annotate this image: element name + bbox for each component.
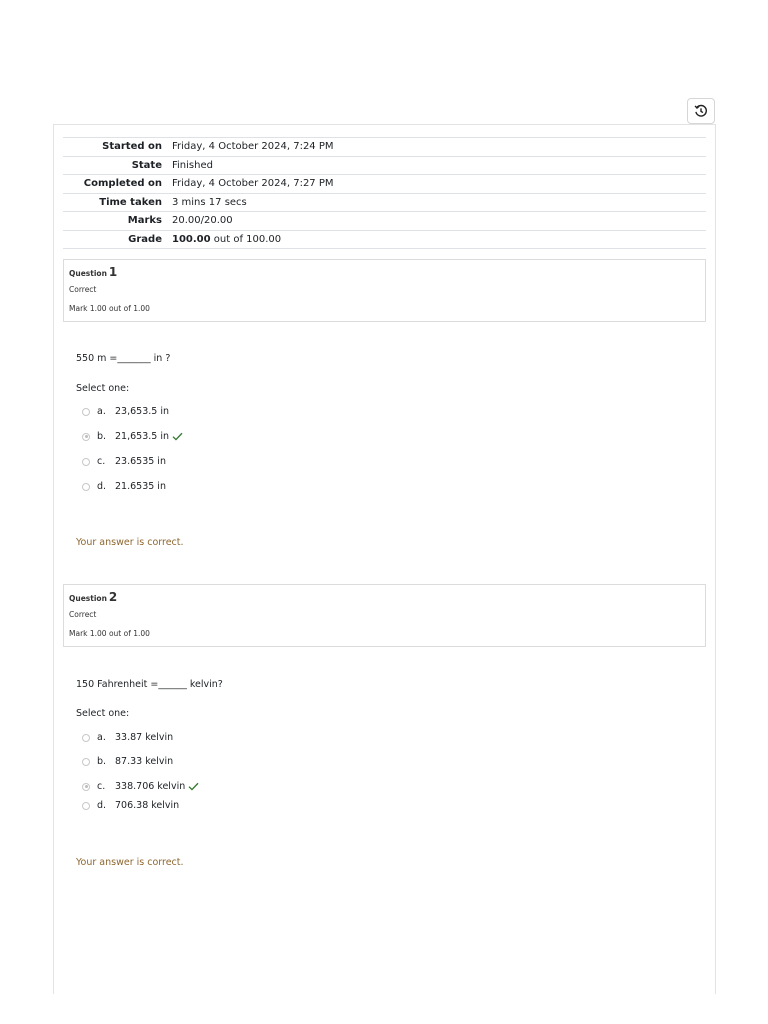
summary-label: Marks [127,215,162,227]
question-number-value: 2 [108,590,118,604]
summary-row-time-taken [63,193,706,212]
question-state: Correct [69,285,97,294]
option-letter: c. [97,781,106,792]
option-text: 338.706 kelvin [115,781,186,792]
question-mark: Mark 1.00 out of 1.00 [69,304,150,313]
radio-button[interactable] [82,483,90,491]
question-2-text: 150 Fahrenheit =______ kelvin? [76,679,223,690]
history-icon [694,104,708,118]
radio-button[interactable] [82,734,90,742]
summary-row-grade [63,230,706,249]
question-label: Question [69,269,107,278]
option-letter: a. [97,406,106,417]
option-text: 21.6535 in [115,481,166,492]
option-text: 706.38 kelvin [115,800,180,811]
q2-option-c[interactable] [82,781,199,792]
option-letter: d. [97,800,107,811]
question-mark: Mark 1.00 out of 1.00 [69,629,150,638]
quiz-summary-table [63,137,706,249]
option-text: 33.87 kelvin [115,732,174,743]
summary-value: 3 mins 17 secs [172,196,247,208]
summary-label: Started on [102,141,162,153]
summary-label: Grade [128,233,162,245]
question-number [69,265,117,279]
radio-button-selected[interactable] [82,433,90,441]
summary-row-marks [63,212,706,231]
radio-button[interactable] [82,802,90,810]
q2-option-a[interactable] [82,732,173,743]
summary-label: State [131,159,162,171]
question-1-feedback: Your answer is correct. [76,537,184,548]
option-text: 87.33 kelvin [115,756,174,767]
question-state: Correct [69,610,97,619]
question-2-info [63,584,706,647]
option-letter: b. [97,756,107,767]
question-number [69,590,117,604]
radio-button[interactable] [82,758,90,766]
summary-value: Friday, 4 October 2024, 7:27 PM [172,178,334,190]
option-letter: a. [97,732,106,743]
summary-label: Time taken [99,196,162,208]
q1-option-b[interactable] [82,431,183,442]
question-1-text: 550 m =_______ in ? [76,353,171,364]
question-2-feedback: Your answer is correct. [76,857,184,868]
summary-row-started [63,138,706,157]
question-2-prompt: Select one: [76,708,130,719]
option-letter: d. [97,481,107,492]
radio-button[interactable] [82,458,90,466]
q2-option-b[interactable] [82,756,173,767]
question-label: Question [69,594,107,603]
summary-value: Friday, 4 October 2024, 7:24 PM [172,141,334,153]
option-text: 23.6535 in [115,456,166,467]
summary-row-completed [63,175,706,194]
q1-option-d[interactable] [82,481,166,492]
summary-value: 20.00/20.00 [172,215,233,227]
summary-value [168,230,706,249]
summary-row-state [63,156,706,175]
q2-option-d[interactable] [82,800,179,811]
check-icon [172,432,183,441]
question-number-value: 1 [108,265,118,279]
option-letter: b. [97,431,107,442]
option-letter: c. [97,456,106,467]
question-1-prompt: Select one: [76,383,130,394]
summary-label: Completed on [83,178,162,190]
option-text: 21,653.5 in [115,431,169,442]
radio-button[interactable] [82,408,90,416]
option-text: 23,653.5 in [115,406,169,417]
check-icon [188,782,199,791]
question-1-info [63,259,706,322]
grade-out-of: out of 100.00 [210,233,282,245]
summary-value: Finished [172,159,213,171]
radio-button-selected[interactable] [82,783,90,791]
q1-option-c[interactable] [82,456,166,467]
q1-option-a[interactable] [82,406,169,417]
grade-score: 100.00 [172,233,211,245]
history-button[interactable] [687,98,715,124]
